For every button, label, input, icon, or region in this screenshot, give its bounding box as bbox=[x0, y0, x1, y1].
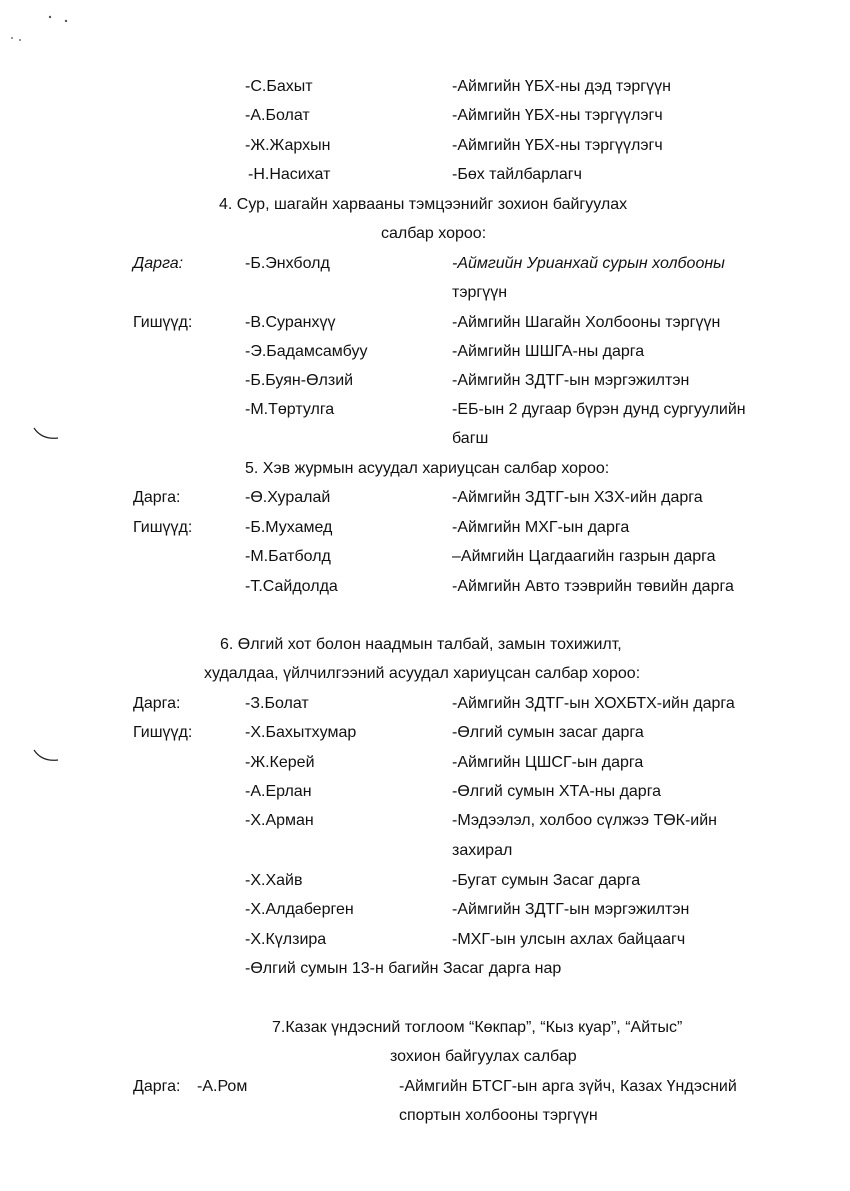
s6-member-5-name: -Х.Хайв bbox=[245, 872, 303, 889]
s4-member-1-desc: -Аймгийн Шагайн Холбооны тэргүүн bbox=[452, 314, 721, 331]
s3-row-1-desc: -Аймгийн ҮБХ-ны дэд тэргүүн bbox=[452, 78, 671, 95]
scan-mark-top-left bbox=[0, 0, 90, 50]
s6-member-4-name: -Х.Арман bbox=[245, 812, 314, 829]
s6-member-7-name: -Х.Күлзира bbox=[245, 931, 327, 948]
s7-title-line-1: 7.Казак үндэсний тоглоом “Көкпар”, “Кыз куар”, “Айтыс” bbox=[272, 1019, 683, 1036]
s7-chair-name: -А.Ром bbox=[197, 1078, 248, 1095]
s3-row-4-desc: -Бөх тайлбарлагч bbox=[452, 166, 582, 183]
s3-row-4-name: -Н.Насихат bbox=[248, 166, 331, 183]
s4-member-2-name: -Э.Бадамсамбуу bbox=[245, 343, 368, 360]
s6-chair-label: Дарга: bbox=[133, 695, 181, 712]
s4-member-4-name: -М.Төртулга bbox=[245, 401, 335, 418]
s5-member-1-desc: -Аймгийн МХГ-ын дарга bbox=[452, 519, 630, 536]
s6-member-1-name: -Х.Бахытхумар bbox=[245, 724, 357, 741]
s7-title-line-2: зохион байгуулах салбар bbox=[390, 1048, 577, 1065]
s7-chair-desc-cont: спортын холбооны тэргүүн bbox=[399, 1107, 598, 1124]
s4-title-line-1: 4. Сур, шагайн харвааны тэмцээнийг зохион байгуулах bbox=[219, 196, 628, 213]
s5-member-3-desc: -Аймгийн Авто тээврийн төвийн дарга bbox=[452, 578, 734, 595]
s3-row-2-name: -А.Болат bbox=[245, 107, 310, 124]
s3-row-3-name: -Ж.Жархын bbox=[245, 137, 331, 154]
s6-title-line-1: 6. Өлгий хот болон наадмын талбай, замын тохижилт, bbox=[220, 636, 622, 653]
s5-member-1-name: -Б.Мухамед bbox=[245, 519, 333, 536]
s5-member-3-name: -Т.Сайдолда bbox=[245, 578, 338, 595]
s4-member-1-name: -В.Суранхүү bbox=[245, 314, 336, 331]
s6-member-6-desc: -Аймгийн ЗДТГ-ын мэргэжилтэн bbox=[452, 901, 690, 918]
s6-member-4-desc: -Мэдээлэл, холбоо сүлжээ ТӨК-ийн bbox=[452, 812, 718, 829]
s4-member-4-desc-cont: багш bbox=[452, 430, 489, 447]
s7-chair-desc: -Аймгийн БТСГ-ын арга зүйч, Казах Үндэсний bbox=[399, 1078, 737, 1095]
s6-chair-desc: -Аймгийн ЗДТГ-ын ХОХБТХ-ийн дарга bbox=[452, 695, 735, 712]
s4-chair-label: Дарга: bbox=[133, 255, 184, 272]
s4-chair-name: -Б.Энхболд bbox=[245, 255, 330, 272]
s5-members-label: Гишүүд: bbox=[133, 519, 193, 536]
s4-member-2-desc: -Аймгийн ШШГА-ны дарга bbox=[452, 343, 645, 360]
s4-members-label: Гишүүд: bbox=[133, 314, 193, 331]
binder-hole-mark-1 bbox=[28, 420, 68, 450]
s5-title: 5. Хэв журмын асуудал хариуцсан салбар хороо: bbox=[245, 460, 610, 477]
s3-row-2-desc: -Аймгийн ҮБХ-ны тэргүүлэгч bbox=[452, 107, 663, 124]
s6-member-2-desc: -Аймгийн ЦШСГ-ын дарга bbox=[452, 754, 644, 771]
s6-chair-name: -З.Болат bbox=[245, 695, 309, 712]
s6-member-3-desc: -Өлгий сумын ХТА-ны дарга bbox=[452, 783, 662, 800]
s4-chair-desc: -Аймгийн Урианхай сурын холбооны bbox=[452, 255, 725, 272]
s3-row-3-desc: -Аймгийн ҮБХ-ны тэргүүлэгч bbox=[452, 137, 663, 154]
s5-member-2-name: -М.Батболд bbox=[245, 548, 331, 565]
s6-member-2-name: -Ж.Керей bbox=[245, 754, 315, 771]
s6-title-line-2: худалдаа, үйлчилгээний асуудал хариуцсан салбар хороо: bbox=[204, 665, 641, 682]
s6-member-3-name: -А.Ерлан bbox=[245, 783, 312, 800]
s4-chair-desc-cont: тэргүүн bbox=[452, 284, 508, 301]
s6-member-6-name: -Х.Алдаберген bbox=[245, 901, 354, 918]
s6-member-7-desc: -МХГ-ын улсын ахлах байцаагч bbox=[452, 931, 686, 948]
binder-hole-mark-2 bbox=[28, 742, 68, 772]
s6-members-label: Гишүүд: bbox=[133, 724, 193, 741]
s5-chair-name: -Ө.Хуралай bbox=[245, 489, 331, 506]
s4-member-3-desc: -Аймгийн ЗДТГ-ын мэргэжилтэн bbox=[452, 372, 690, 389]
s4-member-3-name: -Б.Буян-Өлзий bbox=[245, 372, 354, 389]
s6-extra-line: -Өлгий сумын 13-н багийн Засаг дарга нар bbox=[245, 960, 562, 977]
s5-member-2-desc: –Аймгийн Цагдаагийн газрын дарга bbox=[452, 548, 716, 565]
s4-member-4-desc: -ЕБ-ын 2 дугаар бүрэн дунд сургуулийн bbox=[452, 401, 746, 418]
s4-title-line-2: салбар хороо: bbox=[381, 225, 487, 242]
s6-member-4-desc-cont: захирал bbox=[452, 842, 513, 859]
s5-chair-desc: -Аймгийн ЗДТГ-ын ХЗХ-ийн дарга bbox=[452, 489, 703, 506]
s7-chair-label: Дарга: bbox=[133, 1078, 181, 1095]
s5-chair-label: Дарга: bbox=[133, 489, 181, 506]
s3-row-1-name: -С.Бахыт bbox=[245, 78, 313, 95]
s6-member-5-desc: -Бугат сумын Засаг дарга bbox=[452, 872, 641, 889]
s6-member-1-desc: -Өлгий сумын засаг дарга bbox=[452, 724, 644, 741]
